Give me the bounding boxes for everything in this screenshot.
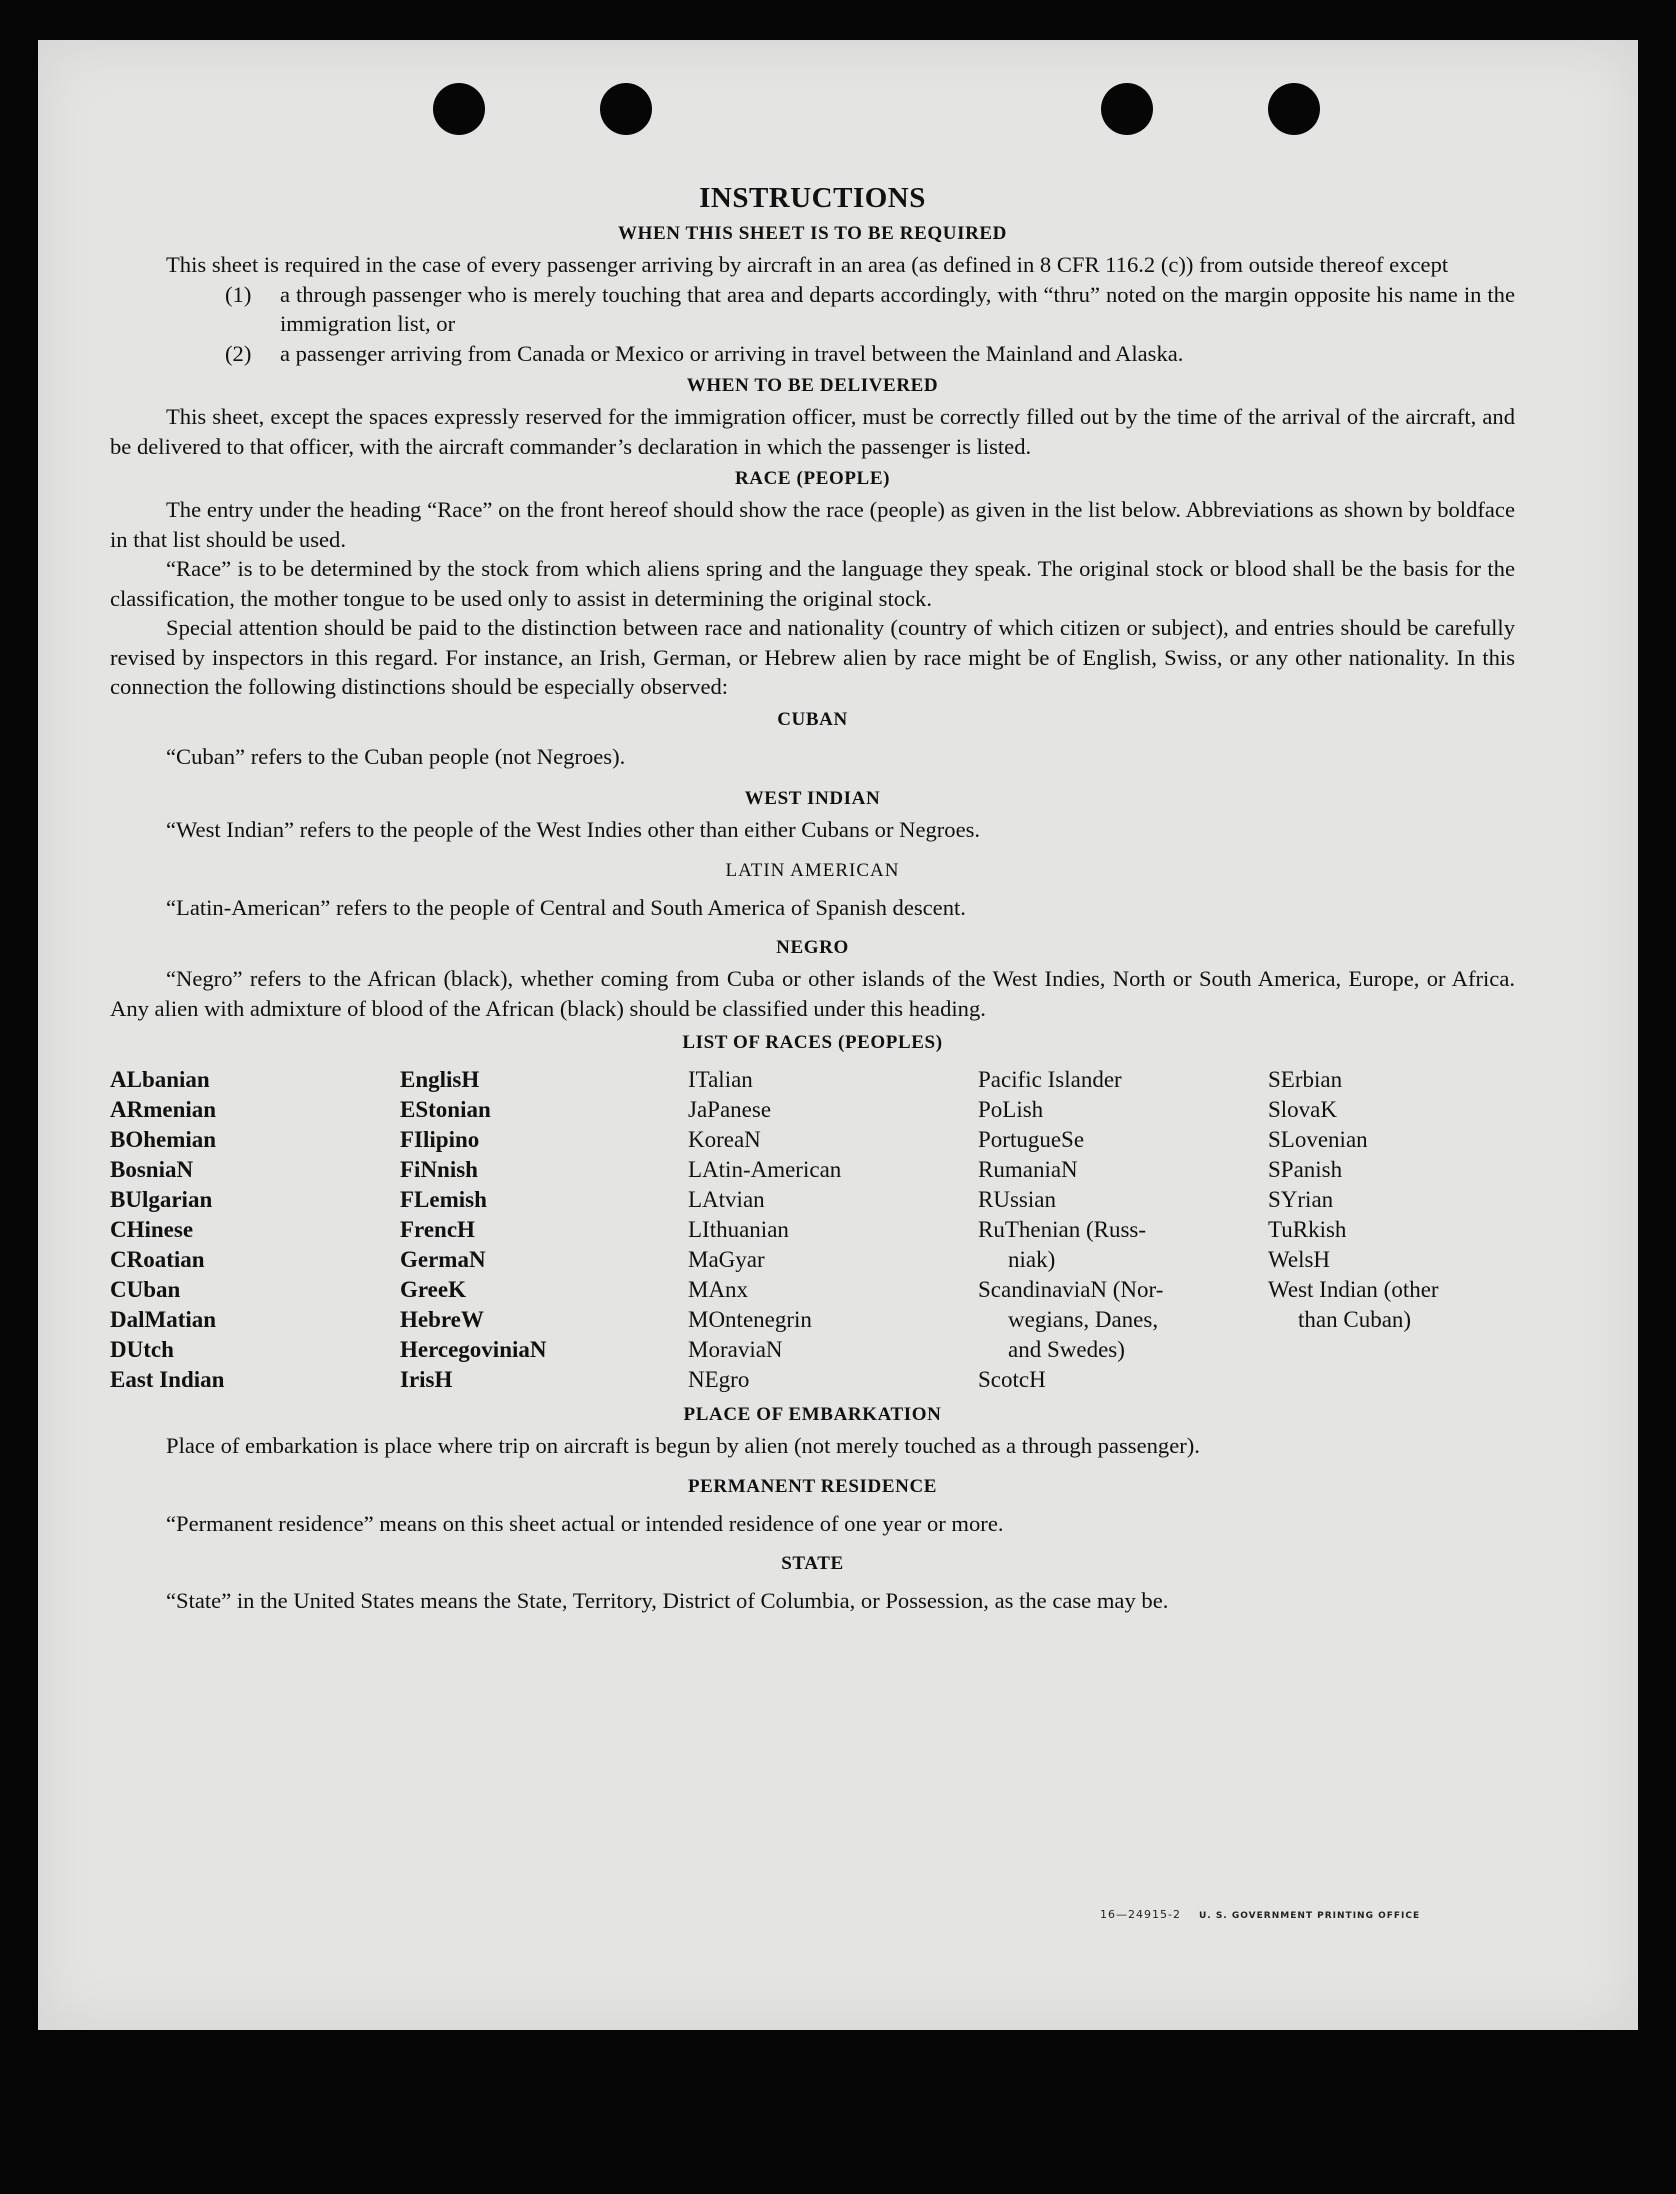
cuban-text: “Cuban” refers to the Cuban people (not Negroes). — [166, 743, 626, 769]
heading-west-indian: WEST INDIAN — [744, 788, 881, 809]
heading-when-delivered: WHEN TO BE DELIVERED — [686, 375, 939, 396]
heading-cuban: CUBAN — [777, 708, 848, 730]
heading-permanent-residence: PERMANENT RESIDENCE — [687, 1475, 938, 1497]
race-paragraph-1: The entry under the heading “Race” on the front hereof should show the race (people) as given in the list below. Abbreviations as shown by boldface in that list should be used. — [110, 497, 1515, 552]
latin-american-text: “Latin-American” refers to the people of Central and South America of Spanish descent. — [166, 894, 966, 920]
race-entry: SErbian — [1268, 1067, 1343, 1092]
races-column — [400, 1065, 688, 1395]
race-entry: DalMatian — [110, 1307, 217, 1332]
race-entry: ITalian — [688, 1067, 753, 1092]
item-number: (1) — [225, 281, 252, 307]
race-entry: MoraviaN — [688, 1337, 783, 1362]
race-entry: IrisH — [400, 1367, 453, 1392]
form-code: 16—24915-2 — [1100, 1908, 1181, 1921]
race-paragraph-3: Special attention should be paid to the distinction between race and nationality (country of which citizen or subject), and entries should be carefully revised by inspectors in this regard. For instance, an Irish, German, or Hebrew alien by race might be of English, Swiss, or any other nationality. In this connection the following distinctions should be especially observed: — [110, 615, 1515, 699]
race-entry: KoreaN — [688, 1127, 761, 1152]
exception-item — [225, 280, 1515, 339]
races-column — [978, 1065, 1268, 1395]
instructions-body — [110, 170, 1515, 1616]
race-entry: HebreW — [400, 1307, 484, 1332]
race-entry: TuRkish — [1268, 1217, 1347, 1242]
west-indian-text: “West Indian” refers to the people of the West Indies other than either Cubans or Negroes. — [166, 817, 981, 842]
race-entry: BUlgarian — [110, 1187, 213, 1212]
race-entry: MaGyar — [688, 1247, 765, 1272]
printing-office-mark — [1100, 1908, 1420, 1921]
race-entry: niak) — [1008, 1247, 1056, 1272]
race-entry: FiNnish — [400, 1157, 478, 1182]
heading-negro: NEGRO — [776, 937, 849, 958]
item-number: (2) — [225, 340, 252, 366]
race-entry: CRoatian — [110, 1247, 205, 1272]
race-entry: RUssian — [978, 1187, 1056, 1212]
item-text: a passenger arriving from Canada or Mexico or arriving in travel between the Mainland and Alaska. — [280, 340, 1184, 366]
race-entry: SPanish — [1268, 1157, 1343, 1182]
punch-hole — [433, 83, 485, 135]
punch-hole — [1268, 83, 1320, 135]
race-entry: DUtch — [110, 1337, 174, 1362]
race-entry: CUban — [110, 1277, 181, 1302]
race-entry: GreeK — [400, 1277, 466, 1302]
race-entry: ALbanian — [110, 1067, 210, 1092]
race-entry: FrencH — [400, 1217, 475, 1242]
race-entry: PortugueSe — [978, 1127, 1085, 1152]
race-entry: LAtvian — [688, 1187, 765, 1212]
races-column — [110, 1065, 400, 1395]
race-entry: HercegoviniaN — [400, 1337, 547, 1362]
residence-text: “Permanent residence” means on this sheet actual or intended residence of one year or more. — [166, 1510, 1004, 1536]
race-entry: BOhemian — [110, 1127, 217, 1152]
race-entry: SYrian — [1268, 1187, 1334, 1212]
negro-text: “Negro” refers to the African (black), whether coming from Cuba or other islands of the West Indies, North or South America, Europe, or Africa. Any alien with admixture of blood of the African (black) should be classified under this heading. — [110, 966, 1515, 1021]
heading-embarkation: PLACE OF EMBARKATION — [683, 1404, 942, 1425]
embarkation-text: Place of embarkation is place where trip on aircraft is begun by alien (not merely touched as a through passenger). — [166, 1433, 1200, 1458]
races-list — [110, 1065, 1515, 1395]
race-entry: MAnx — [688, 1277, 749, 1302]
punch-hole — [1101, 83, 1153, 135]
punch-hole — [600, 83, 652, 135]
race-entry: MOntenegrin — [688, 1307, 812, 1332]
race-entry: PoLish — [978, 1097, 1044, 1122]
heading-when-required: WHEN THIS SHEET IS TO BE REQUIRED — [617, 223, 1008, 244]
race-entry: NEgro — [688, 1367, 750, 1392]
printer-name: U. S. GOVERNMENT PRINTING OFFICE — [1198, 1911, 1421, 1921]
when-delivered-text: This sheet, except the spaces expressly reserved for the immigration officer, must be correctly filled out by the time of the arrival of the aircraft, and be delivered to that officer, with the aircraft commander’s declaration in which the passenger is listed. — [110, 404, 1515, 459]
race-entry: RumaniaN — [978, 1157, 1078, 1182]
race-entry: LAtin-American — [688, 1157, 842, 1182]
exception-item — [225, 339, 1515, 369]
page-title: INSTRUCTIONS — [699, 182, 926, 214]
state-text: “State” in the United States means the State, Territory, District of Columbia, or Possession, as the case may be. — [166, 1588, 1169, 1613]
race-entry: CHinese — [110, 1217, 194, 1242]
when-required-intro: This sheet is required in the case of every passenger arriving by aircraft in an area (as defined in 8 CFR 116.2 (c)) from outside thereof except — [166, 252, 1449, 277]
race-entry: ScandinaviaN (Nor- — [978, 1277, 1164, 1302]
race-entry: BosniaN — [110, 1157, 194, 1182]
race-entry: FLemish — [400, 1187, 487, 1212]
race-entry: East Indian — [110, 1367, 225, 1392]
race-entry: ARmenian — [110, 1097, 217, 1122]
race-entry: LIthuanian — [688, 1217, 789, 1242]
race-entry: West Indian (other — [1268, 1277, 1439, 1302]
race-paragraph-2: “Race” is to be determined by the stock from which aliens spring and the language they speak. The original stock or blood shall be the basis for the classification, the mother tongue to be used only to assist in determining the original stock. — [110, 556, 1515, 611]
race-entry: RuThenian (Russ- — [978, 1217, 1147, 1242]
races-column — [1268, 1065, 1508, 1395]
race-entry: wegians, Danes, — [1008, 1307, 1159, 1332]
race-entry: ScotcH — [978, 1367, 1046, 1392]
race-entry: GermaN — [400, 1247, 486, 1272]
race-entry: EStonian — [400, 1097, 491, 1122]
race-entry: and Swedes) — [1008, 1337, 1125, 1362]
race-entry: JaPanese — [688, 1097, 772, 1122]
race-entry: Pacific Islander — [978, 1067, 1122, 1092]
heading-list-of-races: LIST OF RACES (PEOPLES) — [682, 1032, 943, 1053]
heading-latin-american: LATIN AMERICAN — [725, 859, 900, 881]
race-entry: than Cuban) — [1298, 1307, 1412, 1332]
heading-race: RACE (PEOPLE) — [734, 468, 891, 489]
race-entry: WelsH — [1268, 1247, 1331, 1272]
race-entry: FIlipino — [400, 1127, 480, 1152]
race-entry: SlovaK — [1268, 1097, 1337, 1122]
races-column — [688, 1065, 978, 1395]
item-text: a through passenger who is merely touching that area and departs accordingly, with “thru” noted on the margin opposite his name in the immigration list, or — [280, 281, 1515, 336]
race-entry: EnglisH — [400, 1067, 480, 1092]
race-entry: SLovenian — [1268, 1127, 1368, 1152]
heading-state: STATE — [781, 1553, 844, 1574]
